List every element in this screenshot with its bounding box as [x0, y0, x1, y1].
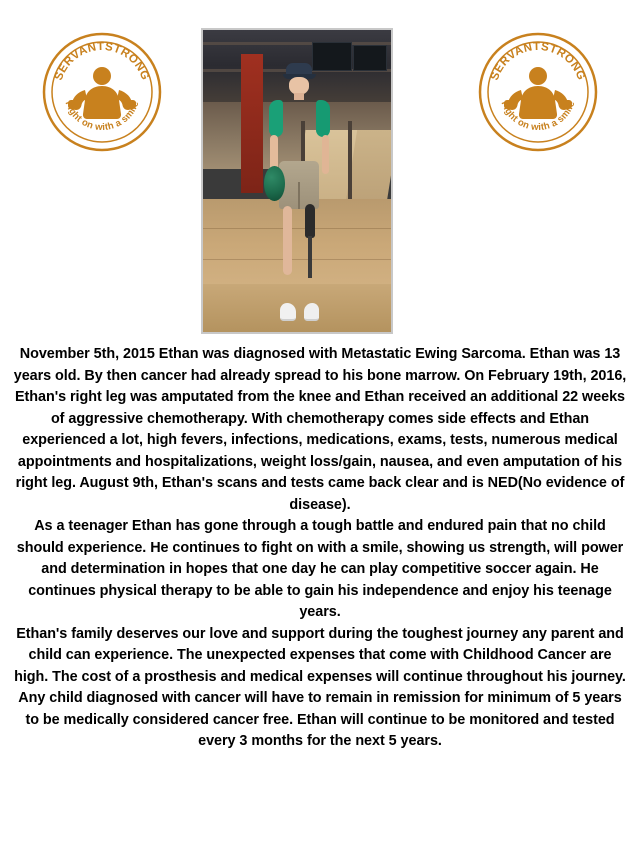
header-row [0, 0, 640, 330]
person-ethan [259, 60, 338, 326]
svg-text:Fight on with a smile: Fight on with a smile [62, 99, 142, 134]
story-paragraph-2: As a teenager Ethan has gone through a tough battle and endured pain that no child should experience. He continues to fight on with a smile, showing us strength, will power and determination in hopes that one day he can play competitive soccer again. He continues physical therapy to be able to gain his independence and enjoy his teenage years. [16, 518, 624, 620]
right-arm [322, 135, 329, 175]
story-paragraph-3: Ethan's family deserves our love and support during the toughest journey any parent and child can experience. The unexpected expenses that come with Childhood Cancer are high. The cost of a prosthesis and medical expenses will continue throughout his journey. Any child diagnosed with cancer will have to remain in remission for minimum of 5 years to be medically considered cancer free. Ethan will continue to be monitored and tested every 3 months for the next 5 years. [14, 625, 626, 749]
photo-scene [203, 30, 391, 332]
face [289, 77, 310, 95]
bowling-ball [264, 166, 285, 201]
overhead-monitor [353, 45, 387, 71]
serve-ant-strong-logo-right [474, 28, 602, 156]
story-text [12, 344, 628, 753]
green-tshirt [277, 97, 321, 166]
story-paragraph-1: November 5th, 2015 Ethan was diagnosed with Metastatic Ewing Sarcoma. Ethan was 13 years old. By then cancer had already spread to his bone marrow. On February 19th, 2016, Ethan's right leg was amputated from the knee and Ethan received an additional 22 weeks of aggressive chemotherapy. With chemotherapy comes side effects and Ethan experienced a lot, high fevers, infections, medications, exams, tests, numerous medical appointments and hospitalizations, weight loss/gain, nausea, and even amputation of his right leg. August 9th, Ethan's scans and tests came back clear and is NED(No evidence of disease). [13, 346, 627, 513]
right-shoe [304, 303, 320, 321]
lane-divider [348, 121, 352, 212]
svg-text:Fight on with a smile: Fight on with a smile [498, 99, 578, 134]
shorts-seam [298, 182, 300, 209]
svg-text:SERVANTSTRONG: SERVANTSTRONG [488, 40, 588, 83]
serve-ant-strong-logo-left [38, 28, 166, 156]
prosthetic-pylon [308, 236, 312, 279]
left-shoe [280, 303, 296, 321]
prosthetic-socket [305, 204, 315, 239]
ethan-bowling-photo [201, 28, 393, 334]
left-leg [283, 206, 292, 275]
svg-text:SERVANTSTRONG: SERVANTSTRONG [52, 40, 152, 83]
